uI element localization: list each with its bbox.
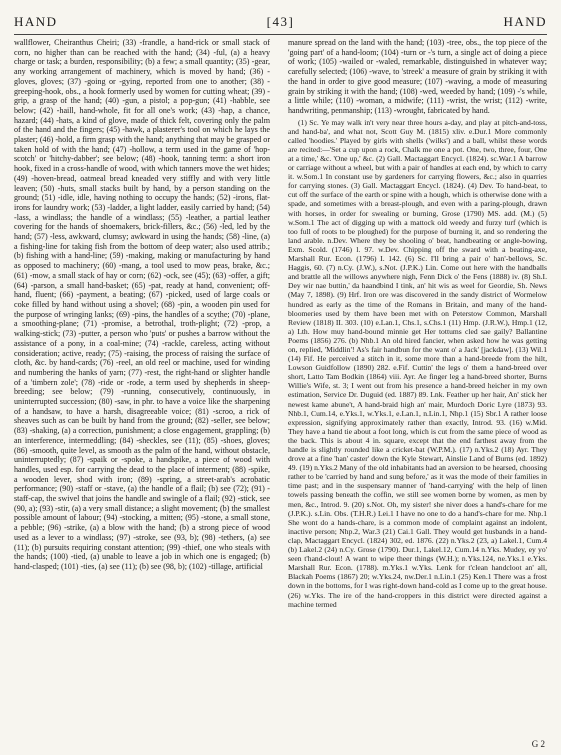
citation-notes-text: (1) Sc. Ye may walk in't very near three hours a-day, and play at pitch-and-toss, and hand-ba', and what not, Scott Guy M. (1815) xliv. e.Dur.1 More commonly called 'hoodies.' Played by girls with shells ('wilks') and a ball, whilst these words are recited:—'Set a cup upon a rock, Chalk me one a pot. One, two, three, four, One at a time,' &c. 'One up,' &c. (2) Gall. Mactaggart Encycl. (1824). sc.War.1 A barrow or carriage without a wheel, but with a pair of handles at each end, by which to carry it. w.Som.1 In constant use by gardeners for carrying flowers, &c.; also in quarries for carrying stones. (3) Gall. Mactaggart Encycl. (1824). (4) Dev. To hand-beat, to cut off the surface of the earth or spine with a hough, which is otherwise done with a spade, and sometimes with a breast-plough, and even with a paring-plough, drawn with horses, in order for swealing or burning, Grose (1790) MS. add. (M.) (5) w.Som.1 The act of digging up with a mattock old weedy and furzy turf (which is too full of roots to be ploughed) for the purpose of burning it, and so rendering the land arable. n.Dev. Where they be shooling o' beat, handbeating or angle-bowing, Exm. Scold. (1746) l. 97. w.Dev. Chipping off the sward with a beating-axe, Marshall Rur. Econ. (1796) I. 142. (6) Sc. I'll bring a pair o' han'-bellows, Sc. Haggis, 60. (7) n.Cy. (J.W.), s.Not. (J.P.K.) Lin. Come out here with the handballs and brattle all the willows anywhere nigh, Fenn Dick o' the Fens (1888) iv. (8) Sh.I. Dey wir nae buttin,' da haandbind I tink, an' hit wis as weel for Geordie, Sh. News (May 7, 1898). (9) Hrf. Iron ore was discovered in the sandy district of Wormelow hundred as early as the time of the Romans in Britain, and many of the hand-bloomeries used by them have been met with on Peterstow Common, Marshall Review (1818) II. 303. (10) e.Lan.1, Chs.1, s.Chs.1 (11) Hmp. (J.R.W.), Hmp.1 (12, a) Lth. How muy hand-bound minnie get Her tottums cled sae gaily? Ballantine Poems (1856) 276. (b) Nhb.1 An old hired fancier, when asked how he was getting on, replied, 'Middlin'! As's fair handbun for the want o' a Jack' [jackdaw]. (13) Wil.1 (14) Fif. He perceived a stitch in it, some more than a hand-breede from the hilt, Lowson Guidfollow (1890) 282. e.Fif. Cuttin' the legs o' them a hand-breed over short, Latto Tam Bodkin (1864) viii. Ayr. Ae finger leg a hand-breed shorter, Burns Willie's Wife, st. 3; I went out from his presence a hand-breed heicher in my own estimation, Service Dr. Duguid (ed. 1887) 89. Lnk. Feather up her hair, An' stick her newest kame abune't, A hand-braid high an' mair, Murdoch Doric Lyre (1873) 93. Nhb.1, Cum.14, e.Yks.1, w.Yks.1, e.Lan.1, n.Lin.1, Nhp.1 (15) Sbr.1 A rather loose expression, signifying approximately rather than exactly, Introd. 93. (16) w.Mid. They have a hand tie about a foot long, which is cut from the same piece of wood as the back. This is about 4 in. square, except that the end farthest away from the handle is slightly rounded like a cricket-bat (W.P.M.). (17) n.Yks.2 (18) Ayr. They drove at a fine 'han' caster' down the Kyle Stewart, Ainslie Land of Burns (ed. 1892) 49. (19) n.Yks.2 Many of the old inhabitants had an aversion to be hearsed, choosing rather to be 'carried by hand and sung before,' as it was the mode of their families in time past; and in the suspensary manner of 'hand-carrying' with the help of linen towels passing beneath the coffin, we still see women borne by women, as men by men, &c., Introd. 9. (20) s.Not. Oh, my sister! she niver does a hand's-chare for me (J.P.K.). s.Lin. Obs. (T.H.R.) Lei.1 I have no one to do a hand's-chare for me. Nhp.1 She wont do a hands-chare, is a common mode of complaint against an indolent, inactive person; Nhp.2, War.3 (21) Cai.1 Gall. They would get husbands in a hand-clap, Mactaggart Encycl. (1824) 302, ed. 1876. (22) n.Yks.2 (23, a) Lakel.1, Cum.4 (b) Lakel.2 (24) n.Cy. Grose (1790). Dur.1, Lakel.12, Cum.14 n.Yks. Mudey, ey yo' seen t'hand-clout! A want to wipe theer things (W.H.); n.Yks.124, ne.Yks.1 e.Yks. Marshall Rur. Econ. (1788). m.Yks.1 w.Yks. Lenk for t'clean handcloot an' all, Blackah Poems (1867) 20; w.Yks.24, nw.Der.1 n.Lin.1 (25) Ken.1 There was a frost down in the bottoms, for I was right-down hand-cold as I come up to the great house. (26) w.Yks. The ire of the hand-croppers in this district were directed against a machine termed [288, 117, 547, 609]
running-header [14, 14, 547, 32]
right-column-text: manure spread on the land with the hand; (103) -tree, obs., the top piece of the 'going part' of a hand-loom; (104) -turn or -'s turn, a single act of doing a piece of work; (105) -wailed or -waled, remarkable, distinguished in whatever way; carefully selected; (106) -wave, to 'streek' a measure of grain by striking it with the hand in order to give good measure; (107) -waving, a mode of measuring grain by striking it with the hand; (108) -wed, weeded by hand; (109) -'s while, a little while; (110) -woman, a midwife; (111) -wrist, the wrist; (112) -write, handwriting, penmanship; (113) -wrought, fabricated by hand. [288, 38, 547, 115]
right-column [288, 38, 547, 738]
left-column [14, 38, 270, 738]
citation-notes [288, 118, 547, 609]
page-number: [43] [266, 14, 295, 29]
header-rule [14, 34, 547, 35]
signature-mark: G 2 [531, 739, 545, 749]
left-column-text: wallflower, Cheiranthus Cheiri; (33) -frandle, a hand-rick or small stack of corn, no higher than can be reached with the hand; (34) -ful, (a) a heavy charge or task; a burden, responsibility; (b) a few; a small quantity; (35) -gear, any working arrangement of machinery, which is moved by hand; (36) -gloves, gloves; (37) -going or -gying, reported from one to another; (38) -greeping-hook, obs., a hook formerly used by women for cutting wheat; (39) -grip, a grasp of the hand; (40) -gun, a pistol; a pop-gun; (41) -habble, see below; (42) -haill, hand-whole, fit for all one's work; (43) -hap, a chance, hazard; (44) -hats, a kind of glove, made of thick felt, covering only the palm of the hand and the fingers; (45) -hawk, a plasterer's tool on which he lays the plaster; (46) -hold, a firm grasp with the hand; anything that may be grasped or taken hold of with the hand; (47) -hollow, a term used in the game of 'hop-scotch' or 'hitchy-dabber'; see below; (48) -hook, tanning term: a short iron hook, fixed in a cross-handle of wood, with which tanners move the wet hides; (49) -hoven-bread, oatmeal bread kneaded very stiffly and with very little leaven; (50) -huts, small stacks built by hand, by a person standing on the ground; (51) -idle, idle, having nothing to occupy the hands; (52) -irons, flat-irons for laundry work; (53) -ladder, a light ladder, easily carried by hand; (54) -lass, a windlass; the handle of a windlass; (55) -leather, a partial leather covering for the hands of shoemakers, brick-fillers, &c.; (56) -led, led by the hand; (57) -less, awkward, clumsy; awkward in using the hands; (58) -line, (a) a fishing-line for taking fish from the bottom of deep water; also used attrib.; (b) fishing with a hand-line; (59) -making, making or manufacturing by hand as opposed to machinery; (60) -mang, a tool used to mow peas, brake, &c.; (61) -mow, a small stack of hay or corn; (62) -ock, see (45); (63) -offer, a gift; (64) -parson, a small hand-basket; (65) -pat, ready at hand, convenient; off-hand, fluent; (66) -payment, a beating; (67) -picked, used of large coals or coke filled by hand without using a shovel; (68) -pin, a wooden pin used for the purpose of wringing lanks; (69) -pins, the handles of a scythe; (70) -plane, a smoothing-plane; (71) -promise, a betrothal, troth-plight; (72) -prop, a walking-stick; (73) -putter, a person who 'puts' or pushes a barrow without the assistance of a pony, in a coal-mine; (74) -rackle, careless, acting without consideration; active, ready; (75) -raising, the process of raising the surface of cloth, &c. by hand-cards; (76) -reel, an old reel or machine, used for winding and numbering the hanks of yarn; (77) -rest, the right-hand or slighter handle of a 'timbern zole'; (78) -ride or -rode, a term used by shepherds in sheep-breeding; see below; (79) -running, consecutively, continuously, in uninterrupted succession; (80) -saw, in phr. to have a voice like the sharpening of a handsaw, to have a harsh, disagreeable voice; (81) -scroo, a rick of sheaves such as can be built by hand from the ground; (82) -seller, see below; (83) -shaking, (a) a correction, punishment; a close engagement, grappling; (b) an interference, intermeddling; (84) -sheckles, see (11); (85) -shoes, gloves; (86) -smooth, quite level, as smooth as the palm of the hand, without obstacle, uninterruptedly; (87) -spaik or -spoke, a handspike, a piece of wood with handles, used esp. for carrying the dead to the place of interment; (88) -spike, a wooden lever, shod with iron; (89) -spring, a street-arab's acrobatic performance; (90) -staff or -stave, (a) the handle of a flail; (b) see (72); (91) -staff-cap, the swivel that joins the handle and swingle of a flail; (92) -stick, see (90, a); (93) -stir, (a) a very small distance; a slight movement; (b) the smallest possible amount of labour; (94) -stocking, a mitten; (95) -stone, a small stone, a pebble; (96) -strike, (a) a blow with the hand; (b) a strong piece of wood used as a lever to a windlass; (97) -stroke, see (93, b); (98) -tethers, (a) see (11); (b) pursuits requiring constant attention; (99) -thief, one who steals with the hands; (100) -tied, (a) unable to leave a job in which one is engaged; (b) hand-clasped; (101) -ties, (a) see (11); (b) see (98, b); (102) -tillage, artificial [14, 38, 270, 571]
header-left-headword: HAND [14, 14, 58, 29]
header-right-headword: HAND [503, 14, 547, 29]
